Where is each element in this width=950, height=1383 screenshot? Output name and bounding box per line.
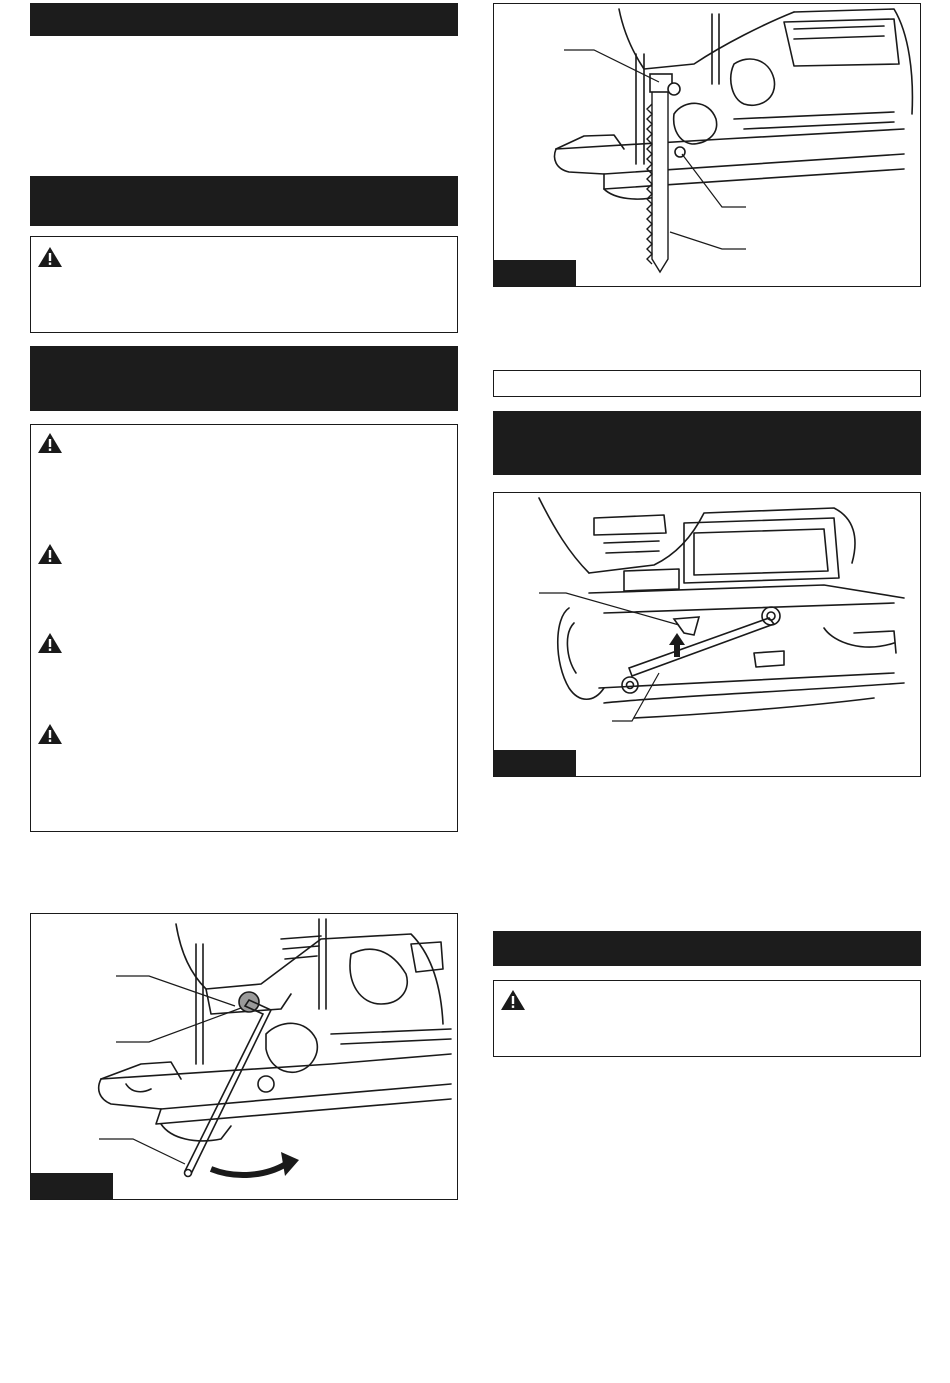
blade-clamp-illustration: [494, 4, 920, 286]
figure-blade-clamp: [493, 3, 921, 287]
section-header-bar-2: [30, 176, 458, 226]
warning-box-3: [493, 980, 921, 1057]
hex-wrench-storage-illustration: [494, 493, 920, 776]
warning-triangle-icon: [37, 432, 63, 454]
section-header-bar-1: [30, 3, 458, 36]
figure-label-tag: [31, 1173, 113, 1199]
warning-box-2: [30, 424, 458, 832]
hex-wrench-tightening-illustration: [31, 914, 457, 1199]
note-box: [493, 370, 921, 397]
warning-triangle-icon: [37, 246, 63, 268]
figure-hex-wrench-storage: [493, 492, 921, 777]
section-header-bar-5: [493, 931, 921, 966]
curved-arrow-icon: [211, 1152, 299, 1176]
warning-triangle-icon: [37, 543, 63, 565]
section-header-bar-4: [493, 411, 921, 475]
warning-triangle-icon: [37, 723, 63, 745]
warning-box-1: [30, 236, 458, 333]
figure-label-tag: [494, 750, 576, 776]
section-header-bar-3: [30, 346, 458, 411]
warning-triangle-icon: [500, 989, 526, 1011]
figure-hex-wrench-tightening: [30, 913, 458, 1200]
figure-label-tag: [494, 260, 576, 286]
warning-triangle-icon: [37, 632, 63, 654]
